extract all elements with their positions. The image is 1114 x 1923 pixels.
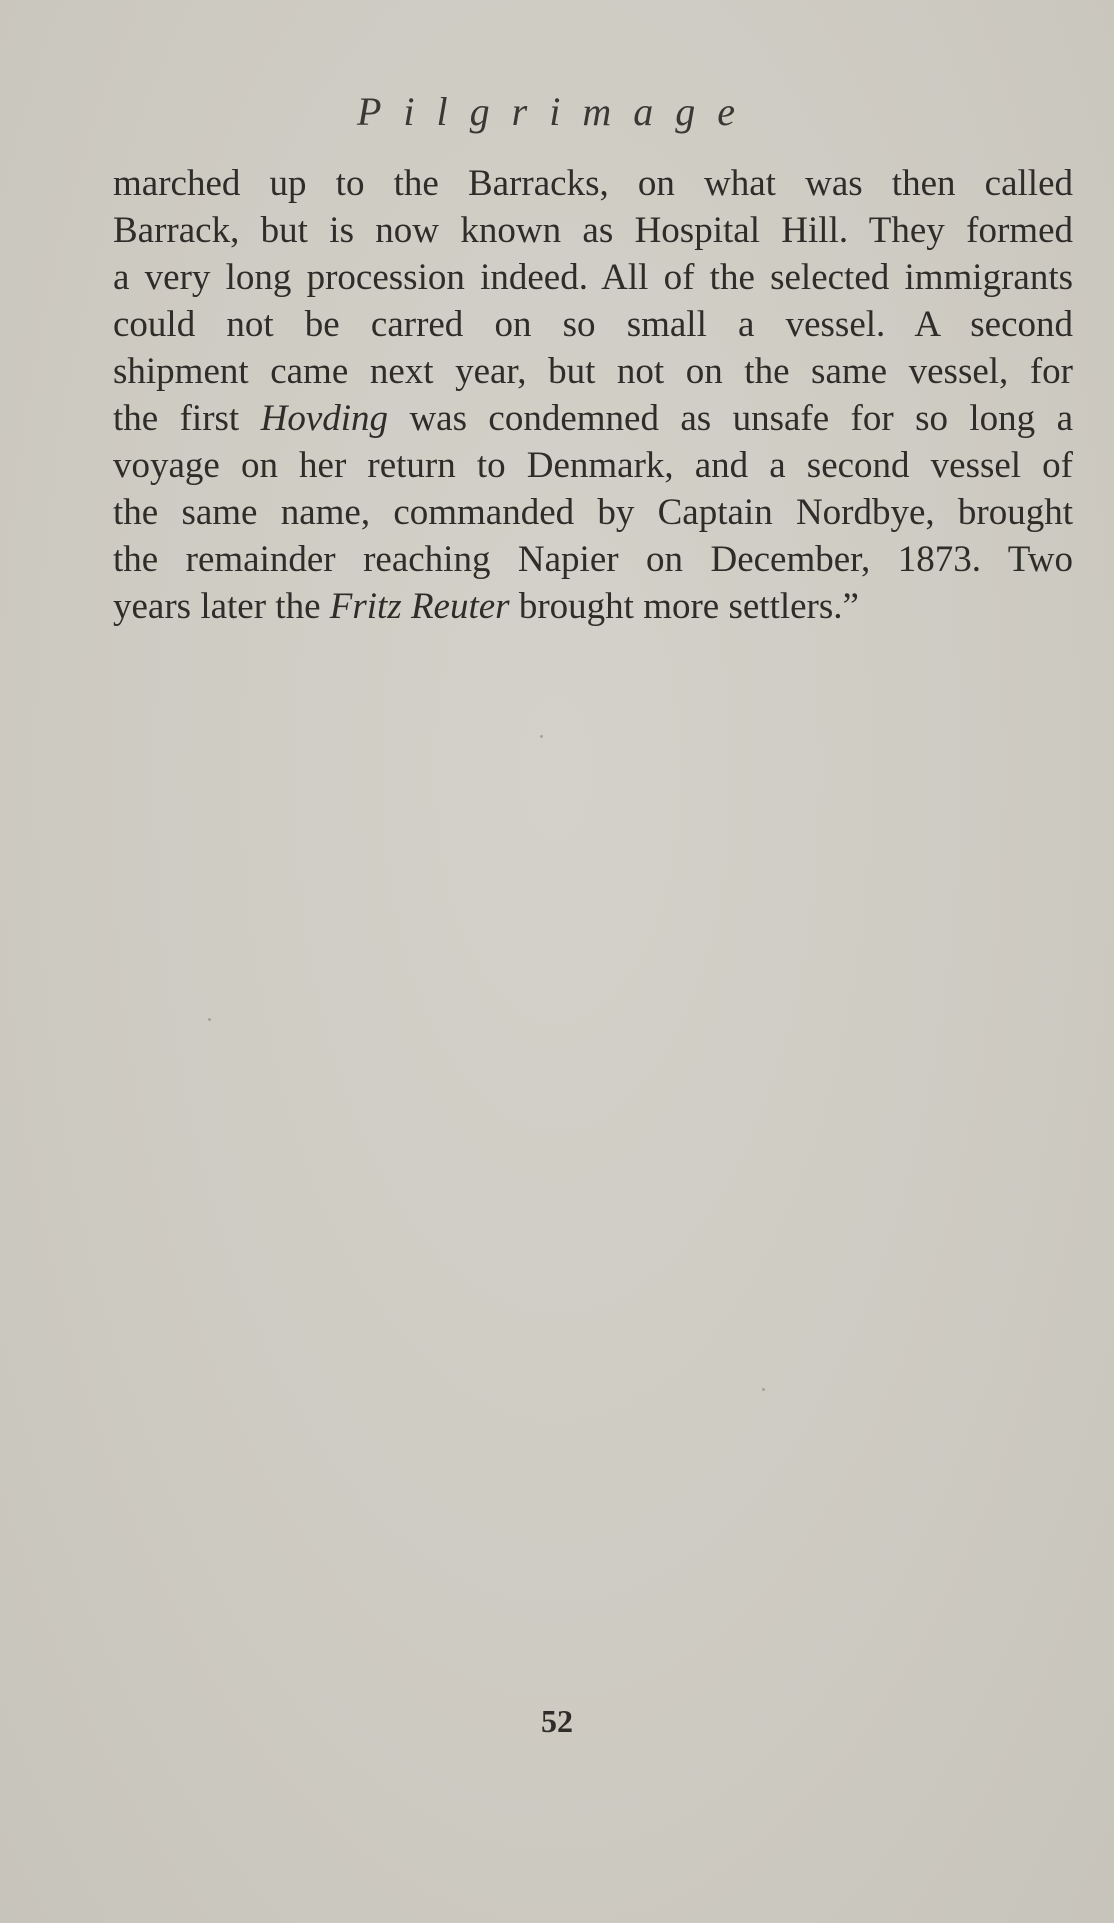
text-line [113, 348, 1073, 395]
italic-ship-name: Fritz Reuter [329, 586, 510, 627]
paper-speck [762, 1388, 765, 1391]
text-segment: could not be carred on so small a vessel. A second [113, 304, 1073, 345]
text-line [113, 207, 1073, 254]
text-segment: the remainder reaching Napier on December, 1873. Two [113, 539, 1073, 580]
page-number: 52 [541, 1703, 573, 1739]
text-line [113, 395, 1073, 442]
text-line [113, 160, 1073, 207]
text-segment: marched up to the Barracks, on what was then called [113, 163, 1073, 204]
text-line [113, 301, 1073, 348]
text-segment: voyage on her return to Denmark, and a second vessel of [113, 445, 1073, 486]
text-line [113, 583, 1073, 630]
text-segment: the same name, commanded by Captain Nordbye, brought [113, 492, 1073, 533]
text-segment: Barrack, but is now known as Hospital Hill. They formed [113, 210, 1073, 251]
text-line [113, 489, 1073, 536]
running-head: Pilgrimage [357, 89, 757, 134]
paper-speck [208, 1018, 211, 1021]
text-segment: brought more settlers.” [509, 586, 859, 627]
paper-speck [540, 735, 543, 738]
italic-ship-name: Hovding [260, 398, 389, 439]
text-segment: years later the [113, 586, 330, 627]
text-line [113, 254, 1073, 301]
text-line [113, 442, 1073, 489]
text-segment: was condemned as unsafe for so long a [388, 398, 1074, 439]
text-segment: a very long procession indeed. All of the selected immigrants [113, 257, 1073, 298]
text-line [113, 536, 1073, 583]
text-segment: shipment came next year, but not on the same vessel, for [113, 351, 1073, 392]
text-segment: the first [113, 398, 261, 439]
body-paragraph [113, 160, 1073, 630]
